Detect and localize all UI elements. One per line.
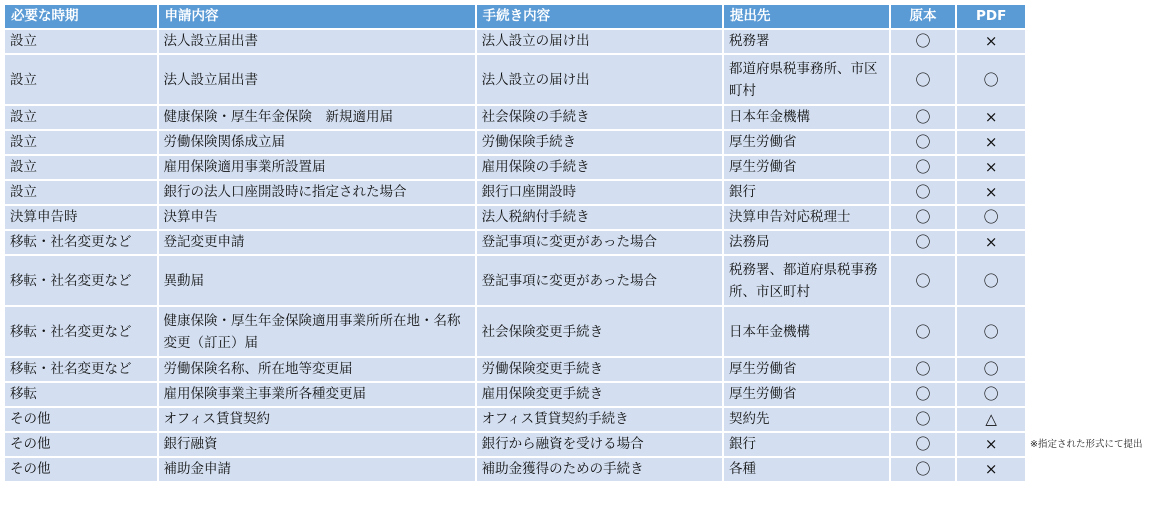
table-row <box>5 408 1025 431</box>
cell-procedure: 登記事項に変更があった場合 <box>477 231 722 254</box>
cell-application: 法人設立届出書 <box>159 55 475 104</box>
cell-application: 決算申告 <box>159 206 475 229</box>
cell-pdf: 〇 <box>957 307 1025 356</box>
cell-procedure: 補助金獲得のための手続き <box>477 458 722 481</box>
cell-submit-to: 厚生労働省 <box>724 358 889 381</box>
cell-original: 〇 <box>891 156 956 179</box>
table-row <box>5 206 1025 229</box>
cell-application: 登記変更申請 <box>159 231 475 254</box>
cell-timing: 設立 <box>5 55 157 104</box>
cell-pdf: × <box>957 433 1025 456</box>
cell-procedure: 登記事項に変更があった場合 <box>477 256 722 305</box>
table-row <box>5 131 1025 154</box>
cell-submit-to: 日本年金機構 <box>724 106 889 129</box>
cell-procedure: 労働保険手続き <box>477 131 722 154</box>
cell-pdf: × <box>957 458 1025 481</box>
cell-original: 〇 <box>891 131 956 154</box>
cell-procedure: 社会保険の手続き <box>477 106 722 129</box>
cell-submit-to: 厚生労働省 <box>724 156 889 179</box>
cell-pdf: × <box>957 156 1025 179</box>
cell-timing: 設立 <box>5 106 157 129</box>
cell-application: 健康保険・厚生年金保険適用事業所所在地・名称変更（訂正）届 <box>159 307 475 356</box>
cell-timing: その他 <box>5 408 157 431</box>
cell-timing: 設立 <box>5 156 157 179</box>
cell-pdf: × <box>957 181 1025 204</box>
header-original: 原本 <box>891 5 956 28</box>
cell-submit-to: 厚生労働省 <box>724 131 889 154</box>
cell-original: 〇 <box>891 458 956 481</box>
cell-application: 雇用保険適用事業所設置届 <box>159 156 475 179</box>
cell-procedure: オフィス賃貸契約手続き <box>477 408 722 431</box>
header-procedure: 手続き内容 <box>477 5 722 28</box>
cell-pdf: 〇 <box>957 206 1025 229</box>
cell-procedure: 銀行から融資を受ける場合 <box>477 433 722 456</box>
cell-submit-to: 都道府県税事務所、市区町村 <box>724 55 889 104</box>
table-row <box>5 106 1025 129</box>
table-row <box>5 55 1025 104</box>
cell-timing: 移転・社名変更など <box>5 256 157 305</box>
table-row <box>5 256 1025 305</box>
cell-procedure: 雇用保険変更手続き <box>477 383 722 406</box>
cell-pdf: × <box>957 231 1025 254</box>
cell-application: 銀行融資 <box>159 433 475 456</box>
cell-original: 〇 <box>891 307 956 356</box>
cell-submit-to: 日本年金機構 <box>724 307 889 356</box>
cell-timing: 移転・社名変更など <box>5 307 157 356</box>
cell-original: 〇 <box>891 408 956 431</box>
header-application: 申請内容 <box>159 5 475 28</box>
cell-original: 〇 <box>891 433 956 456</box>
cell-timing: その他 <box>5 433 157 456</box>
cell-pdf: 〇 <box>957 256 1025 305</box>
cell-original: 〇 <box>891 256 956 305</box>
header-pdf: PDF <box>957 5 1025 28</box>
cell-original: 〇 <box>891 358 956 381</box>
cell-procedure: 労働保険変更手続き <box>477 358 722 381</box>
cell-timing: 設立 <box>5 131 157 154</box>
table-row <box>5 433 1025 456</box>
table-row <box>5 358 1025 381</box>
cell-original: 〇 <box>891 231 956 254</box>
cell-original: 〇 <box>891 383 956 406</box>
cell-original: 〇 <box>891 181 956 204</box>
table-row <box>5 156 1025 179</box>
cell-submit-to: 契約先 <box>724 408 889 431</box>
cell-procedure: 社会保険変更手続き <box>477 307 722 356</box>
cell-procedure: 雇用保険の手続き <box>477 156 722 179</box>
table-row <box>5 383 1025 406</box>
cell-pdf: × <box>957 131 1025 154</box>
document-requirements-table <box>3 3 1027 483</box>
cell-original: 〇 <box>891 30 956 53</box>
cell-procedure: 法人税納付手続き <box>477 206 722 229</box>
cell-submit-to: 税務署 <box>724 30 889 53</box>
cell-submit-to: 厚生労働省 <box>724 383 889 406</box>
cell-application: 異動届 <box>159 256 475 305</box>
table-header-row <box>5 5 1025 28</box>
header-timing: 必要な時期 <box>5 5 157 28</box>
cell-submit-to: 銀行 <box>724 433 889 456</box>
cell-submit-to: 各種 <box>724 458 889 481</box>
cell-timing: 移転・社名変更など <box>5 231 157 254</box>
cell-timing: 移転 <box>5 383 157 406</box>
cell-application: 銀行の法人口座開設時に指定された場合 <box>159 181 475 204</box>
cell-pdf: 〇 <box>957 383 1025 406</box>
table-row <box>5 231 1025 254</box>
cell-submit-to: 決算申告対応税理士 <box>724 206 889 229</box>
cell-application: 補助金申請 <box>159 458 475 481</box>
table-row <box>5 181 1025 204</box>
cell-application: オフィス賃貸契約 <box>159 408 475 431</box>
table-row <box>5 30 1025 53</box>
cell-application: 法人設立届出書 <box>159 30 475 53</box>
cell-pdf: △ <box>957 408 1025 431</box>
cell-original: 〇 <box>891 206 956 229</box>
header-submit-to: 提出先 <box>724 5 889 28</box>
cell-timing: 決算申告時 <box>5 206 157 229</box>
cell-submit-to: 法務局 <box>724 231 889 254</box>
cell-timing: 設立 <box>5 30 157 53</box>
cell-procedure: 法人設立の届け出 <box>477 55 722 104</box>
cell-original: 〇 <box>891 106 956 129</box>
cell-original: 〇 <box>891 55 956 104</box>
cell-application: 雇用保険事業主事業所各種変更届 <box>159 383 475 406</box>
cell-procedure: 法人設立の届け出 <box>477 30 722 53</box>
cell-pdf: × <box>957 106 1025 129</box>
cell-procedure: 銀行口座開設時 <box>477 181 722 204</box>
cell-submit-to: 銀行 <box>724 181 889 204</box>
table-row <box>5 307 1025 356</box>
cell-pdf: 〇 <box>957 55 1025 104</box>
cell-timing: その他 <box>5 458 157 481</box>
cell-timing: 移転・社名変更など <box>5 358 157 381</box>
pdf-format-note: ※指定された形式にて提出 <box>1030 439 1143 450</box>
cell-timing: 設立 <box>5 181 157 204</box>
cell-submit-to: 税務署、都道府県税事務所、市区町村 <box>724 256 889 305</box>
cell-application: 労働保険名称、所在地等変更届 <box>159 358 475 381</box>
cell-pdf: × <box>957 30 1025 53</box>
cell-pdf: 〇 <box>957 358 1025 381</box>
table-row <box>5 458 1025 481</box>
cell-application: 労働保険関係成立届 <box>159 131 475 154</box>
cell-application: 健康保険・厚生年金保険 新規適用届 <box>159 106 475 129</box>
